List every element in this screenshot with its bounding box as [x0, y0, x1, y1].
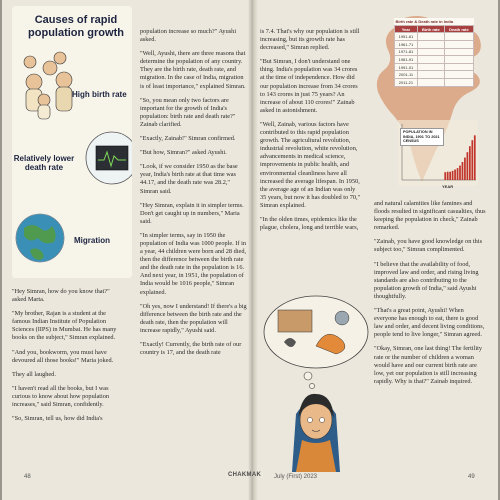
table-cell: 1961-71 [395, 41, 418, 49]
text-column-3 [260, 28, 362, 238]
paragraph: is 7.4. That's why our population is still increasing, but its growth rate has decreased," Simran replied. [260, 28, 360, 52]
table-row [395, 41, 474, 49]
table-cell: 1951-61 [395, 33, 418, 41]
paragraph: "Okay, Simran, one last thing! The fertility rate or the number of children a woman would have and our current birth rate are low, yet our population is still increasing rapidly. Why is that?" Zainab inquired. [374, 345, 483, 385]
table-cell [417, 71, 444, 79]
sidebar-label-death-rate: Relatively lower death rate [13, 154, 75, 172]
chart-bar [452, 171, 454, 180]
paragraph: "Hey Simran, how do you know that?" asked Marta. [12, 288, 110, 304]
chart-bar [471, 140, 473, 180]
chart-bar [449, 172, 451, 180]
table-cell [444, 48, 473, 56]
table-row [395, 48, 474, 56]
table-cell [444, 63, 473, 71]
thought-bubble-icon [264, 296, 368, 389]
table-cell [444, 56, 473, 64]
heart-monitor-icon [86, 132, 132, 184]
table-cell [444, 41, 473, 49]
table-cell [444, 71, 473, 79]
table-cell [417, 33, 444, 41]
chart-bar [464, 158, 466, 180]
magazine-spread [2, 0, 498, 500]
table-cell [417, 63, 444, 71]
left-page-number: 48 [24, 474, 31, 480]
table-cell [444, 33, 473, 41]
table-row [395, 33, 474, 41]
table-cell [444, 79, 473, 87]
girl-icon [292, 394, 340, 472]
paragraph: population increase so much?" Ayushi asked. [140, 28, 237, 44]
paragraph: "In simpler terms, say in 1950 the population of India was 1000 people. If in a year, 44 children were born and 28 died, then the difference between the birth rate and the death rate in the population is 16. And next year, in 1951, the population of India would be 1016 people," Simran explained. [140, 231, 247, 296]
table-cell [417, 41, 444, 49]
paragraph: "So, Simran, tell us, how did India's [12, 415, 103, 423]
chart-x-label: YEAR [442, 184, 454, 189]
text-column-1 [12, 288, 122, 429]
chart-bar [469, 146, 471, 180]
paragraph: "Hey Simran, explain it in simpler terms. Don't get caught up in numbers," Maria said. [140, 201, 244, 225]
family-icon [24, 52, 72, 119]
sidebar-box [12, 6, 132, 278]
table-header: Death rate [444, 25, 473, 33]
chart-bar [457, 168, 459, 180]
chart-title: POPULATION IN INDIA, 1901 TO 2021 CENSUS [400, 128, 444, 146]
issue-date: July (First) 2023 [274, 474, 318, 480]
right-page-number: 49 [468, 474, 475, 480]
paragraph: "I haven't read all the books, but I was curious to know about how population increases," said Simran, confidently. [12, 384, 110, 409]
sidebar-title: Causes of rapid population growth [28, 14, 124, 39]
table-cell [417, 56, 444, 64]
paragraph: "Zainab, you have good knowledge on this subject too," Simran complimented. [374, 238, 483, 254]
table-cell: 1971-81 [395, 48, 418, 56]
chart-bar [447, 172, 449, 180]
paragraph: "And you, bookworm, you must have devoured all those books!" Maria joked. [12, 348, 114, 364]
table-cell: 1981-91 [395, 56, 418, 64]
table-cell: 1991-01 [395, 63, 418, 71]
table-row [395, 63, 474, 71]
paragraph: "In the olden times, epidemics like the plague, cholera, long and terrible wars, [260, 215, 359, 232]
table-header: Birth rate [417, 25, 444, 33]
sidebar-label-birth-rate: High birth rate [72, 90, 127, 99]
table-cell: 2001-11 [395, 71, 418, 79]
text-column-2 [140, 28, 248, 363]
paragraph: "Well, Ayushi, there are three reasons that determine the population of any country. They are the birth rate, death rate, and migration. In the case of India, migration is of least importance," explained Simran. [140, 50, 246, 90]
chart-bar [474, 135, 476, 180]
paragraph: "My brother, Rajan is a student at the famous Indian Institute of Population Sciences (IIPS) in Mumbai. He has many books on the subject," Simran explained. [12, 310, 117, 342]
paragraph: "That's a great point, Ayushi! When everyone has enough to eat, there is good law and order, and decent living conditions, people tend to live longer," Simran agreed. [374, 307, 485, 339]
paragraph: "Look, if we consider 1950 as the base year, India's birth rate at that time was 44.17, and the death rate was 28.2," Simran said. [140, 163, 238, 195]
table-header: Year [395, 25, 418, 33]
birth-death-rate-table [394, 18, 474, 87]
table-cell [417, 48, 444, 56]
girl-thinking-illustration [258, 292, 374, 472]
chart-bar [454, 170, 456, 180]
table-cell [417, 79, 444, 87]
paragraph: "Exactly! Currently, the birth rate of our country is 17, and the death rate [140, 341, 242, 357]
table-row [395, 79, 474, 87]
table-caption: Birth rate & Death rate in India [395, 18, 474, 25]
paragraph: They all laughed. [12, 370, 56, 378]
page-gutter [248, 0, 258, 500]
paragraph: "But Simran, I don't understand one thing. India's population was 34 crores at the time of independence. How did our population increase from 34 crores to 143 crores in just 75 years? An increase of about 110 crores!" Zainab asked in astonishment. [260, 58, 358, 114]
table-cell: 2011-21 [395, 79, 418, 87]
table-row [395, 56, 474, 64]
paragraph: and natural calamities like famines and floods resulted in significant casualties, thus keeping the population in check," Zainab remarked. [374, 200, 486, 232]
paragraph: "Well, Zainab, various factors have contributed to this rapid population growth. The agricultural revolution, industrial revolution, white revolution, advancements in medical science, improvements in public health, and environmental cleanliness have all increased the average lifespan. In 1950, the average age of an Indian was only 35 years, but now it has doubled to 70," Simran explained. [260, 120, 361, 209]
chart-bar [444, 172, 446, 180]
paragraph: "But how, Simran?" asked Ayushi. [140, 149, 227, 157]
paragraph: "I believe that the availability of food, improved law and order, and rising living standards are also contributing to the population growth of India," said Ayushi thoughtfully. [374, 260, 479, 300]
chart-bar [462, 162, 464, 180]
chart-bar [459, 166, 461, 180]
paragraph: "Exactly, Zainab!" Simran confirmed. [140, 135, 236, 143]
chart-bar [467, 152, 469, 180]
magazine-masthead: CHAKMAK [228, 472, 262, 478]
paragraph: "So, you mean only two factors are important for the growth of India's population: birth rate and death rate?" Zainab clarified. [140, 96, 236, 128]
text-column-4 [374, 200, 486, 392]
paragraph: "Oh yes, now I understand! If there's a big difference between the birth rate and the death rate, then the population will increase rapidly," Ayushi said. [140, 302, 247, 334]
sidebar-label-migration: Migration [74, 236, 110, 245]
table-row [395, 71, 474, 79]
globe-icon [16, 214, 64, 262]
